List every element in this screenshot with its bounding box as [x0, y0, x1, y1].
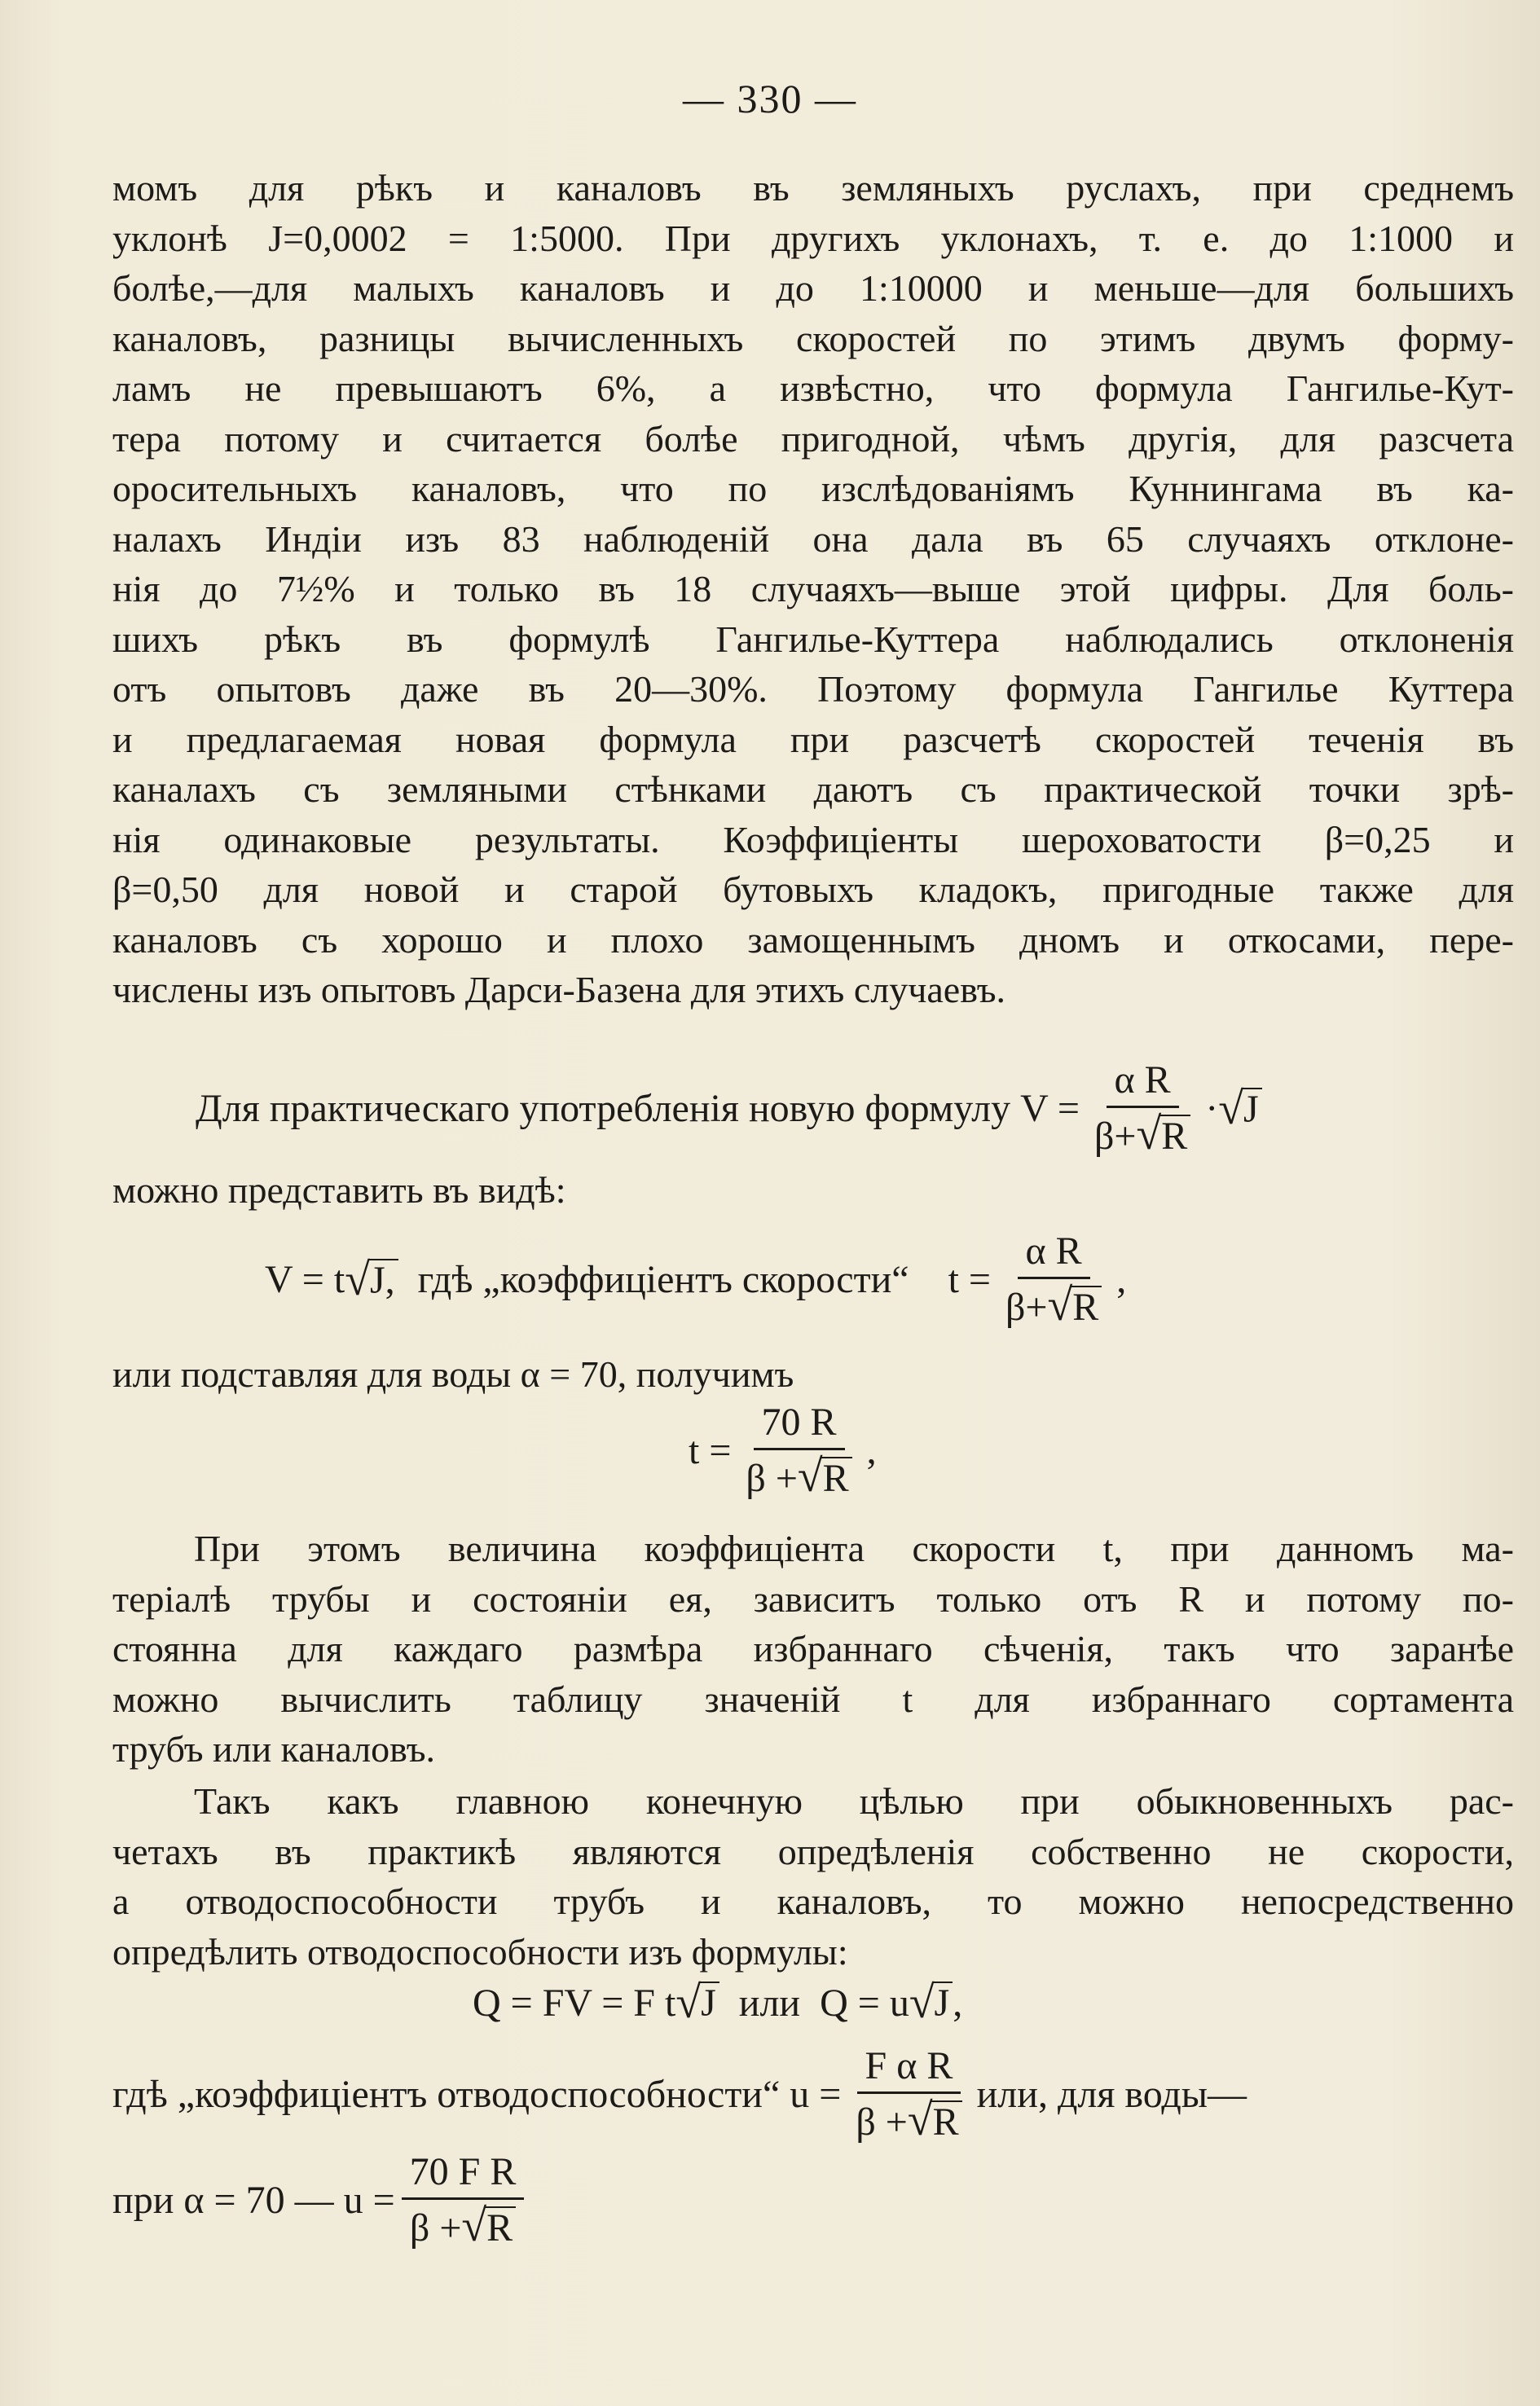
radical-sign: √: [675, 1977, 702, 2028]
formula-text: Для практическаго употребленія новую формулу V =: [196, 1087, 1080, 1131]
text-line: Такъ какъ главною конечную цѣлью при обыкновенныхъ рас-: [194, 1780, 1514, 1822]
radical-sign: √: [1047, 1279, 1073, 1331]
text-line: налахъ Индіи изъ 83 наблюденій она дала въ 65 случаяхъ отклоне-: [112, 517, 1514, 560]
formula-text: Q = u: [820, 1981, 909, 2025]
radical-sign: √: [345, 1254, 370, 1305]
text-line: болѣе,—для малыхъ каналовъ и до 1:10000 и меньше—для большихъ: [112, 267, 1514, 309]
formula-text: t =: [948, 1258, 991, 1302]
radicand: R: [821, 1457, 852, 1499]
text-line: ламъ не превышаютъ 6%, а извѣстно, что формула Гангилье-Кут-: [112, 367, 1514, 409]
fraction: [1086, 1059, 1199, 1159]
multiply-dot: ·: [1205, 1087, 1219, 1131]
denominator-term: β +: [856, 2100, 908, 2144]
denominator-term: β +: [746, 1456, 798, 1500]
text-line: нія одинаковые результаты. Коэффиціенты шероховатости β=0,25 и: [112, 818, 1514, 860]
text-line: опредѣлить отводоспособности изъ формулы:: [112, 1930, 848, 1973]
radicand: R: [485, 2206, 516, 2249]
text-line: трубъ или каналовъ.: [112, 1728, 436, 1770]
text-line: каналовъ, разницы вычисленныхъ скоростей по этимъ двумъ форму-: [112, 317, 1514, 359]
radical-sign: √: [797, 1450, 823, 1502]
text-line: тера потому и считается болѣе пригодной, чѣмъ другія, для разсчета: [112, 417, 1514, 460]
text-line: каналахъ съ земляными стѣнками даютъ съ практической точки зрѣ-: [112, 768, 1514, 810]
text-line: β=0,50 для новой и старой бутовыхъ кладокъ, пригодные также для: [112, 869, 1514, 910]
fraction: [737, 1401, 860, 1501]
paragraph-1: [112, 163, 1514, 1015]
text-line: можно вычислить таблицу значеній t для избраннаго сортамента: [112, 1678, 1514, 1720]
text-line: и предлагаемая новая формула при разсчетѣ скоростей теченія въ: [112, 718, 1514, 760]
text-line: При этомъ величина коэффиціента скорости t, при данномъ ма-: [194, 1528, 1514, 1569]
paragraph-2: [112, 1524, 1514, 1775]
text-line: а отводоспособности трубъ и каналовъ, то можно непосредственно: [112, 1880, 1514, 1922]
formula-discharge-coefficient: [112, 2045, 1247, 2144]
formula-text: ,: [953, 1981, 963, 2025]
radical-sign: √: [1218, 1083, 1243, 1134]
fraction-denominator: [1086, 1108, 1199, 1159]
text-line: шихъ рѣкъ въ формулѣ Гангилье-Куттера наблюдались отклоненія: [112, 618, 1514, 660]
text-line: четахъ въ практикѣ являются опредѣленія собственно не скорости,: [112, 1830, 1514, 1872]
radical-sign: √: [1136, 1108, 1162, 1159]
text-line: отъ опытовъ даже въ 20—30%. Поэтому формула Гангилье Куттера: [112, 668, 1514, 710]
formula-text: ,: [1116, 1258, 1127, 1302]
fraction: [847, 2045, 970, 2144]
page-number: — 330 —: [683, 76, 857, 121]
denominator-term: β +: [409, 2206, 462, 2250]
text-line: или подставляя для воды α = 70, получимъ: [112, 1353, 794, 1395]
formula-discharge-water: [112, 2151, 530, 2250]
formula-text: гдѣ „коэффиціентъ отводоспособности“ u =: [112, 2073, 842, 2117]
fraction-numerator: α R: [1107, 1059, 1179, 1108]
fraction: [997, 1230, 1110, 1330]
radicand: J,: [368, 1259, 398, 1301]
denominator-term: β+: [1094, 1114, 1137, 1158]
text-line: нія до 7½% и только въ 18 случаяхъ—выше этой цифры. Для боль-: [112, 568, 1514, 609]
text-line: теріалѣ трубы и состояніи ея, зависитъ только отъ R и потому по-: [112, 1577, 1514, 1620]
fraction-numerator: α R: [1018, 1230, 1090, 1279]
formula-t-water: [689, 1401, 877, 1501]
text-line: уклонѣ J=0,0002 = 1:5000. При другихъ уклонахъ, т. е. до 1:1000 и: [112, 217, 1514, 259]
fraction-denominator: [737, 1450, 860, 1501]
fraction: [402, 2151, 525, 2250]
fraction-denominator: [402, 2200, 524, 2250]
radicand: R: [931, 2100, 962, 2143]
formula-text: или: [738, 1981, 801, 2025]
radicand: J: [699, 1982, 719, 2024]
fraction-denominator: [997, 1279, 1110, 1330]
radicand: R: [1071, 1286, 1102, 1328]
fraction-denominator: [847, 2094, 970, 2144]
text-line: числены изъ опытовъ Дарси-Базена для этихъ случаевъ.: [112, 969, 1006, 1010]
radical-sign: √: [907, 2094, 933, 2145]
fraction-numerator: F α R: [857, 2045, 961, 2094]
radicand: J: [933, 1982, 953, 2024]
formula-velocity: [196, 1059, 1262, 1159]
text-line: стоянна для каждаго размѣра избраннаго сѣченія, такъ что заранѣе: [112, 1628, 1514, 1669]
text-line: момъ для рѣкъ и каналовъ въ земляныхъ руслахъ, при среднемъ: [112, 167, 1514, 209]
radical-sign: √: [461, 2200, 487, 2251]
formula-text: или, для воды—: [976, 2073, 1247, 2117]
formula-text: Q = FV = F t: [473, 1981, 676, 2025]
formula-discharge: [473, 1977, 963, 2028]
formula-text: при α = 70 — u =: [112, 2179, 395, 2223]
text-line: оросительныхъ каналовъ, что по изслѣдованіямъ Куннингама въ ка-: [112, 468, 1514, 509]
text-line: можно представить въ видѣ:: [112, 1169, 566, 1211]
text-line: каналовъ съ хорошо и плохо замощеннымъ дномъ и откосами, пере-: [112, 918, 1514, 961]
radicand: R: [1159, 1115, 1190, 1157]
paragraph-3: [112, 1776, 1514, 1977]
formula-text: ,: [866, 1429, 877, 1473]
formula-text: гдѣ „коэффиціентъ скорости“: [417, 1258, 909, 1302]
denominator-term: β+: [1005, 1285, 1048, 1329]
formula-speed-coefficient: [265, 1230, 1126, 1330]
fraction-numerator: 70 F R: [402, 2151, 525, 2200]
radical-sign: √: [909, 1977, 935, 2028]
fraction-numerator: 70 R: [754, 1401, 845, 1450]
formula-text: V = t: [265, 1258, 345, 1302]
radicand: J: [1242, 1088, 1262, 1130]
formula-text: t =: [689, 1429, 732, 1473]
